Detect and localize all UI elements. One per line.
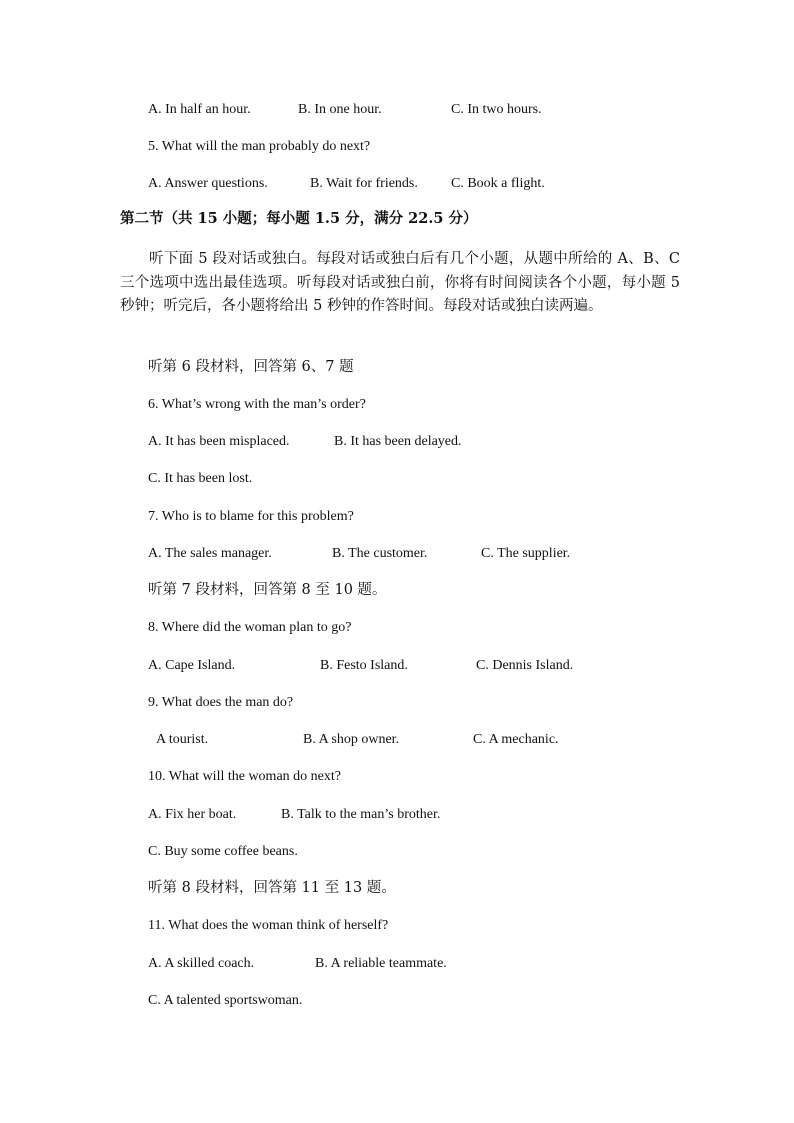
dialog-7-intro: 听第 7 段材料，回答第 8 至 10 题。: [148, 582, 387, 598]
q5-option-a: A. Answer questions.: [148, 176, 268, 191]
q8-option-c: C. Dennis Island.: [476, 658, 574, 673]
q4-option-a: A. In half an hour.: [148, 102, 251, 117]
q5-option-b: B. Wait for friends.: [310, 176, 418, 191]
q11-question: 11. What does the woman think of herself?: [148, 918, 389, 933]
dialog-6-intro: 听第 6 段材料，回答第 6、7 题: [148, 359, 354, 375]
q4-option-c: C. In two hours.: [451, 102, 542, 117]
q4-option-b: B. In one hour.: [298, 102, 382, 117]
q6-option-a: A. It has been misplaced.: [148, 434, 290, 449]
q7-option-b: B. The customer.: [332, 546, 428, 561]
q6-option-b: B. It has been delayed.: [334, 434, 462, 449]
q8-option-a: A. Cape Island.: [148, 658, 236, 673]
q9-option-a: A tourist.: [156, 732, 209, 747]
section-heading: 第二节（共 15 小题；每小题 1.5 分，满分 22.5 分）: [120, 210, 478, 227]
q7-option-a: A. The sales manager.: [148, 546, 272, 561]
q10-question: 10. What will the woman do next?: [148, 769, 341, 784]
q8-option-b: B. Festo Island.: [320, 658, 408, 673]
q9-question: 9. What does the man do?: [148, 695, 294, 710]
q9-option-c: C. A mechanic.: [473, 732, 559, 747]
q11-option-c: C. A talented sportswoman.: [148, 993, 303, 1008]
q11-option-a: A. A skilled coach.: [148, 956, 255, 971]
q8-question: 8. Where did the woman plan to go?: [148, 620, 352, 635]
q11-option-b: B. A reliable teammate.: [315, 956, 447, 971]
dialog-8-intro: 听第 8 段材料，回答第 11 至 13 题。: [148, 880, 396, 896]
q7-option-c: C. The supplier.: [481, 546, 571, 561]
section-instructions: 听下面 5 段对话或独白。每段对话或独白后有几个小题，从题中所给的 A、B、C 三个选项中选出最佳选项。听每段对话或独白前，你将有时间阅读各个小题，每小题 5 秒钟；听完后，各小题将给出 5 秒钟的作答时间。每段对话或独白读两遍。: [120, 251, 680, 314]
q5-option-c: C. Book a flight.: [451, 176, 545, 191]
q7-question: 7. Who is to blame for this problem?: [148, 509, 354, 524]
q6-option-c: C. It has been lost.: [148, 471, 253, 486]
q6-question: 6. What’s wrong with the man’s order?: [148, 397, 366, 412]
q10-option-c: C. Buy some coffee beans.: [148, 844, 298, 859]
q5-question: 5. What will the man probably do next?: [148, 139, 371, 154]
q9-option-b: B. A shop owner.: [303, 732, 400, 747]
q10-option-b: B. Talk to the man’s brother.: [281, 807, 441, 822]
q10-option-a: A. Fix her boat.: [148, 807, 237, 822]
